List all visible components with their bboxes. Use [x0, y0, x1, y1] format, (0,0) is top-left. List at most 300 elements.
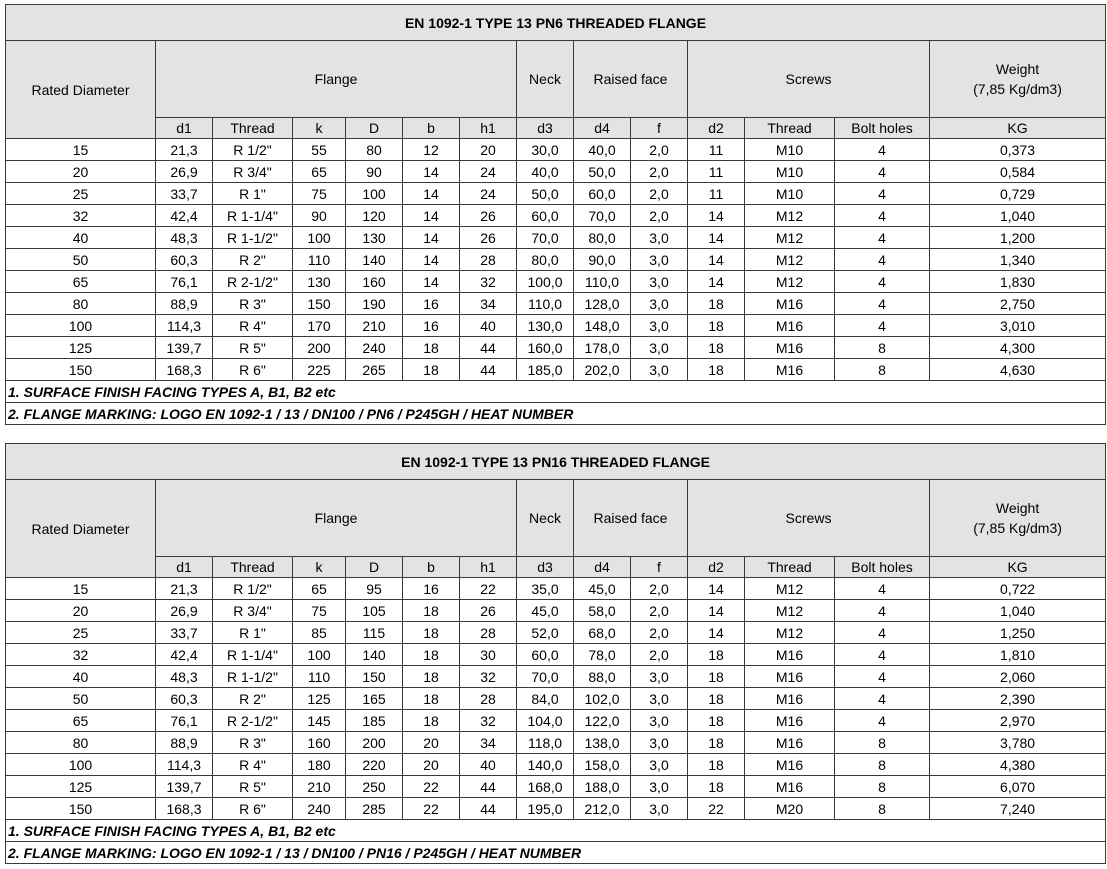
table-cell: 100,0	[517, 271, 574, 293]
table-cell: 44	[460, 776, 517, 798]
table-cell: 11	[688, 183, 745, 205]
column-header: KG	[930, 118, 1106, 139]
table-cell: 40,0	[574, 139, 631, 161]
table-cell: 4,300	[930, 337, 1106, 359]
column-header: b	[403, 557, 460, 578]
table-cell: 120	[346, 205, 403, 227]
table-cell: 225	[293, 359, 346, 381]
table-cell: 75	[293, 600, 346, 622]
table-cell: 11	[688, 161, 745, 183]
table-cell: 18	[403, 337, 460, 359]
table-cell: 22	[403, 798, 460, 820]
table-cell: 140	[346, 249, 403, 271]
table-cell: 165	[346, 688, 403, 710]
table-cell: R 2-1/2"	[213, 271, 293, 293]
table-cell: 20	[403, 754, 460, 776]
table-cell: R 3/4"	[213, 600, 293, 622]
table-cell: 76,1	[156, 271, 213, 293]
table-cell: 190	[346, 293, 403, 315]
weight-group-header	[930, 41, 1106, 118]
table-cell: 4	[835, 710, 930, 732]
raised-face-group-header: Raised face	[574, 41, 688, 118]
table-cell: 2,390	[930, 688, 1106, 710]
table-cell: 26	[460, 600, 517, 622]
table-cell: M12	[745, 578, 835, 600]
table-cell: 139,7	[156, 776, 213, 798]
rated-diameter-header: Rated Diameter	[6, 480, 156, 578]
table-cell: 15	[6, 139, 156, 161]
table-cell: 55	[293, 139, 346, 161]
table-cell: 3,0	[631, 666, 688, 688]
table-cell: 4	[835, 644, 930, 666]
neck-group-header: Neck	[517, 41, 574, 118]
table-cell: 78,0	[574, 644, 631, 666]
column-header: Thread	[745, 557, 835, 578]
table-cell: 35,0	[517, 578, 574, 600]
table-cell: 14	[688, 578, 745, 600]
table-cell: 200	[346, 732, 403, 754]
table-cell: M16	[745, 688, 835, 710]
table-row	[6, 139, 1106, 161]
table-cell: 18	[688, 337, 745, 359]
table-cell: 16	[403, 293, 460, 315]
table-cell: 21,3	[156, 578, 213, 600]
table-cell: 18	[688, 293, 745, 315]
table-cell: 140	[346, 644, 403, 666]
table-cell: 168,3	[156, 359, 213, 381]
table-cell: 18	[403, 710, 460, 732]
table-row	[6, 644, 1106, 666]
table-cell: 18	[688, 754, 745, 776]
table-cell: 26	[460, 205, 517, 227]
table-cell: 195,0	[517, 798, 574, 820]
table-cell: 14	[403, 249, 460, 271]
table-cell: M10	[745, 161, 835, 183]
table-cell: 60,3	[156, 688, 213, 710]
table-cell: 18	[688, 644, 745, 666]
table-cell: 1,830	[930, 271, 1106, 293]
table-cell: 130	[346, 227, 403, 249]
table-cell: 110,0	[574, 271, 631, 293]
table-cell: 265	[346, 359, 403, 381]
table-cell: 14	[403, 183, 460, 205]
table-cell: 0,722	[930, 578, 1106, 600]
table-row	[6, 710, 1106, 732]
table-cell: 4	[835, 139, 930, 161]
table-cell: 170	[293, 315, 346, 337]
table-row	[6, 183, 1106, 205]
table-cell: 3,0	[631, 776, 688, 798]
table-cell: R 2"	[213, 688, 293, 710]
table-cell: 22	[688, 798, 745, 820]
table-cell: 65	[6, 271, 156, 293]
table-cell: M12	[745, 271, 835, 293]
table-cell: 18	[688, 315, 745, 337]
table-cell: 80	[6, 732, 156, 754]
table-cell: 14	[403, 161, 460, 183]
table-cell: 20	[6, 600, 156, 622]
table-cell: 150	[346, 666, 403, 688]
table-cell: 32	[460, 710, 517, 732]
table-row	[6, 578, 1106, 600]
table-cell: R 5"	[213, 776, 293, 798]
table-cell: 18	[403, 666, 460, 688]
table-cell: 2,750	[930, 293, 1106, 315]
table-cell: 80	[346, 139, 403, 161]
column-header: Thread	[213, 118, 293, 139]
raised-face-group-header: Raised face	[574, 480, 688, 557]
table-cell: 148,0	[574, 315, 631, 337]
table-cell: 45,0	[517, 600, 574, 622]
table-cell: 114,3	[156, 315, 213, 337]
table-cell: 60,0	[517, 644, 574, 666]
table-row	[6, 205, 1106, 227]
table-cell: 21,3	[156, 139, 213, 161]
table-cell: 202,0	[574, 359, 631, 381]
table-cell: 44	[460, 798, 517, 820]
table-cell: M16	[745, 732, 835, 754]
table-cell: 80,0	[574, 227, 631, 249]
table-cell: 18	[403, 688, 460, 710]
table-cell: 40	[6, 666, 156, 688]
table-cell: 110	[293, 249, 346, 271]
table-cell: 105	[346, 600, 403, 622]
table-row	[6, 666, 1106, 688]
table-cell: R 1/2"	[213, 578, 293, 600]
table-cell: 18	[688, 776, 745, 798]
column-header: f	[631, 557, 688, 578]
table-cell: 2,0	[631, 205, 688, 227]
table-cell: M16	[745, 644, 835, 666]
table-cell: 48,3	[156, 227, 213, 249]
table-cell: M16	[745, 776, 835, 798]
table-cell: 4	[835, 227, 930, 249]
table-cell: 68,0	[574, 622, 631, 644]
table-cell: 90	[346, 161, 403, 183]
table-cell: M12	[745, 249, 835, 271]
column-header: Bolt holes	[835, 118, 930, 139]
table-cell: 45,0	[574, 578, 631, 600]
table-cell: 65	[293, 578, 346, 600]
table-cell: 3,0	[631, 293, 688, 315]
table-cell: 4	[835, 600, 930, 622]
table-cell: 100	[293, 227, 346, 249]
table-cell: M20	[745, 798, 835, 820]
table-cell: 3,0	[631, 798, 688, 820]
column-header: b	[403, 118, 460, 139]
density-label: (7,85 Kg/dm3)	[973, 520, 1062, 536]
table-cell: 3,0	[631, 315, 688, 337]
table-cell: 32	[6, 644, 156, 666]
table-cell: 16	[403, 315, 460, 337]
table-cell: 0,584	[930, 161, 1106, 183]
table-cell: 178,0	[574, 337, 631, 359]
table-cell: 42,4	[156, 644, 213, 666]
table-cell: M12	[745, 622, 835, 644]
table-cell: 8	[835, 359, 930, 381]
table-cell: 200	[293, 337, 346, 359]
table-cell: 100	[6, 754, 156, 776]
table-cell: 250	[346, 776, 403, 798]
table-title: EN 1092-1 TYPE 13 PN6 THREADED FLANGE	[6, 5, 1106, 41]
table-cell: 18	[403, 622, 460, 644]
table-cell: 14	[688, 622, 745, 644]
table-cell: 3,780	[930, 732, 1106, 754]
table-cell: M16	[745, 754, 835, 776]
column-header: k	[293, 118, 346, 139]
table-cell: 145	[293, 710, 346, 732]
table-cell: 20	[6, 161, 156, 183]
table-cell: 18	[688, 732, 745, 754]
column-header: d1	[156, 557, 213, 578]
table-cell: 2,060	[930, 666, 1106, 688]
table-cell: 28	[460, 622, 517, 644]
table-cell: 20	[403, 732, 460, 754]
table-cell: 8	[835, 776, 930, 798]
table-cell: 3,0	[631, 732, 688, 754]
table-cell: 80	[6, 293, 156, 315]
table-cell: 8	[835, 732, 930, 754]
table-cell: 14	[688, 227, 745, 249]
neck-group-header: Neck	[517, 480, 574, 557]
table-cell: 2,0	[631, 600, 688, 622]
table-cell: 32	[6, 205, 156, 227]
table-cell: 122,0	[574, 710, 631, 732]
table-row	[6, 249, 1106, 271]
table-cell: 4	[835, 315, 930, 337]
table-cell: 4	[835, 578, 930, 600]
table-cell: R 1"	[213, 183, 293, 205]
rated-diameter-header: Rated Diameter	[6, 41, 156, 139]
table-cell: 3,010	[930, 315, 1106, 337]
table-row	[6, 776, 1106, 798]
table-cell: 8	[835, 754, 930, 776]
table-cell: 3,0	[631, 359, 688, 381]
table-cell: 14	[688, 600, 745, 622]
table-cell: 1,200	[930, 227, 1106, 249]
table-cell: 285	[346, 798, 403, 820]
weight-label: Weight	[995, 61, 1040, 77]
table-note: 1. SURFACE FINISH FACING TYPES A, B1, B2 etc	[6, 820, 1106, 842]
table-cell: R 5"	[213, 337, 293, 359]
table-cell: 18	[688, 359, 745, 381]
table-cell: 40	[460, 754, 517, 776]
table-cell: 84,0	[517, 688, 574, 710]
table-cell: 16	[403, 578, 460, 600]
table-row	[6, 337, 1106, 359]
table-cell: 150	[6, 798, 156, 820]
table-row	[6, 271, 1106, 293]
table-cell: 115	[346, 622, 403, 644]
pn6-flange-table	[5, 4, 1106, 425]
table-cell: 20	[460, 139, 517, 161]
table-cell: 212,0	[574, 798, 631, 820]
table-cell: 2,0	[631, 183, 688, 205]
table-cell: M16	[745, 293, 835, 315]
table-cell: R 1-1/4"	[213, 205, 293, 227]
table-cell: 58,0	[574, 600, 631, 622]
table-cell: 22	[460, 578, 517, 600]
table-cell: 2,0	[631, 644, 688, 666]
table-cell: 2,0	[631, 139, 688, 161]
table-cell: 125	[293, 688, 346, 710]
table-note: 2. FLANGE MARKING: LOGO EN 1092-1 / 13 / DN100 / PN6 / P245GH / HEAT NUMBER	[6, 403, 1106, 425]
table-cell: 60,3	[156, 249, 213, 271]
table-row	[6, 359, 1106, 381]
table-cell: 102,0	[574, 688, 631, 710]
table-cell: 24	[460, 161, 517, 183]
table-cell: 220	[346, 754, 403, 776]
table-cell: 14	[688, 205, 745, 227]
table-cell: 60,0	[574, 183, 631, 205]
table-cell: 33,7	[156, 183, 213, 205]
table-cell: 4	[835, 249, 930, 271]
table-cell: 44	[460, 337, 517, 359]
table-row	[6, 600, 1106, 622]
weight-group-header	[930, 480, 1106, 557]
table-cell: 18	[688, 710, 745, 732]
table-cell: 158,0	[574, 754, 631, 776]
table-cell: 65	[293, 161, 346, 183]
table-cell: 15	[6, 578, 156, 600]
table-row	[6, 732, 1106, 754]
table-cell: 40	[6, 227, 156, 249]
table-cell: M12	[745, 227, 835, 249]
table-cell: 4,380	[930, 754, 1106, 776]
table-cell: R 1-1/4"	[213, 644, 293, 666]
column-header: Thread	[213, 557, 293, 578]
table-cell: 14	[403, 271, 460, 293]
table-cell: 1,250	[930, 622, 1106, 644]
table-cell: 100	[293, 644, 346, 666]
table-cell: 128,0	[574, 293, 631, 315]
table-cell: 26,9	[156, 161, 213, 183]
column-header: f	[631, 118, 688, 139]
table-title: EN 1092-1 TYPE 13 PN16 THREADED FLANGE	[6, 444, 1106, 480]
table-cell: 110,0	[517, 293, 574, 315]
table-cell: 3,0	[631, 227, 688, 249]
screws-group-header: Screws	[688, 41, 930, 118]
table-cell: 7,240	[930, 798, 1106, 820]
table-cell: 30	[460, 644, 517, 666]
table-cell: 48,3	[156, 666, 213, 688]
pn16-flange-table	[5, 443, 1106, 864]
table-cell: 18	[403, 359, 460, 381]
density-label: (7,85 Kg/dm3)	[973, 81, 1062, 97]
table-cell: 2,0	[631, 161, 688, 183]
table-cell: M16	[745, 710, 835, 732]
table-row	[6, 754, 1106, 776]
table-cell: 188,0	[574, 776, 631, 798]
table-cell: 3,0	[631, 337, 688, 359]
table-cell: 50	[6, 249, 156, 271]
table-cell: 240	[346, 337, 403, 359]
table-cell: M12	[745, 205, 835, 227]
table-cell: 18	[688, 666, 745, 688]
table-cell: M16	[745, 666, 835, 688]
column-header: h1	[460, 557, 517, 578]
table-cell: 52,0	[517, 622, 574, 644]
table-cell: 34	[460, 732, 517, 754]
table-cell: 1,810	[930, 644, 1106, 666]
column-header: D	[346, 118, 403, 139]
table-cell: 3,0	[631, 249, 688, 271]
table-cell: 24	[460, 183, 517, 205]
table-cell: 30,0	[517, 139, 574, 161]
column-header: d1	[156, 118, 213, 139]
table-cell: 3,0	[631, 688, 688, 710]
table-cell: R 3"	[213, 293, 293, 315]
table-cell: 4	[835, 666, 930, 688]
table-cell: 14	[403, 205, 460, 227]
table-cell: 44	[460, 359, 517, 381]
table-cell: 60,0	[517, 205, 574, 227]
table-row	[6, 622, 1106, 644]
table-cell: R 1-1/2"	[213, 666, 293, 688]
table-cell: 8	[835, 337, 930, 359]
table-cell: 139,7	[156, 337, 213, 359]
table-cell: 4	[835, 183, 930, 205]
column-header: d4	[574, 557, 631, 578]
table-cell: 4,630	[930, 359, 1106, 381]
table-cell: 160	[346, 271, 403, 293]
table-cell: 26	[460, 227, 517, 249]
table-cell: 160	[293, 732, 346, 754]
table-cell: 4	[835, 161, 930, 183]
table-cell: R 3/4"	[213, 161, 293, 183]
table-row	[6, 798, 1106, 820]
table-cell: 65	[6, 710, 156, 732]
table-cell: 210	[346, 315, 403, 337]
table-cell: 130,0	[517, 315, 574, 337]
table-cell: R 6"	[213, 359, 293, 381]
table-cell: 160,0	[517, 337, 574, 359]
table-cell: 110	[293, 666, 346, 688]
table-cell: R 4"	[213, 315, 293, 337]
table-cell: 22	[403, 776, 460, 798]
table-cell: 25	[6, 622, 156, 644]
table-cell: R 1/2"	[213, 139, 293, 161]
table-cell: 3,0	[631, 710, 688, 732]
table-cell: M16	[745, 315, 835, 337]
table-cell: 2,970	[930, 710, 1106, 732]
table-cell: 11	[688, 139, 745, 161]
table-cell: 26,9	[156, 600, 213, 622]
table-cell: R 4"	[213, 754, 293, 776]
table-cell: M12	[745, 600, 835, 622]
table-cell: 180	[293, 754, 346, 776]
table-cell: R 1-1/2"	[213, 227, 293, 249]
table-cell: 125	[6, 776, 156, 798]
table-cell: M10	[745, 183, 835, 205]
table-cell: 12	[403, 139, 460, 161]
table-cell: 88,9	[156, 732, 213, 754]
table-cell: 3,0	[631, 271, 688, 293]
table-cell: 4	[835, 688, 930, 710]
table-cell: 138,0	[574, 732, 631, 754]
table-cell: 100	[6, 315, 156, 337]
screws-group-header: Screws	[688, 480, 930, 557]
table-cell: 104,0	[517, 710, 574, 732]
table-cell: 88,0	[574, 666, 631, 688]
table-cell: 40,0	[517, 161, 574, 183]
table-cell: R 6"	[213, 798, 293, 820]
table-cell: 150	[293, 293, 346, 315]
table-cell: 0,373	[930, 139, 1106, 161]
table-cell: 4	[835, 271, 930, 293]
table-cell: 25	[6, 183, 156, 205]
table-cell: 1,340	[930, 249, 1106, 271]
